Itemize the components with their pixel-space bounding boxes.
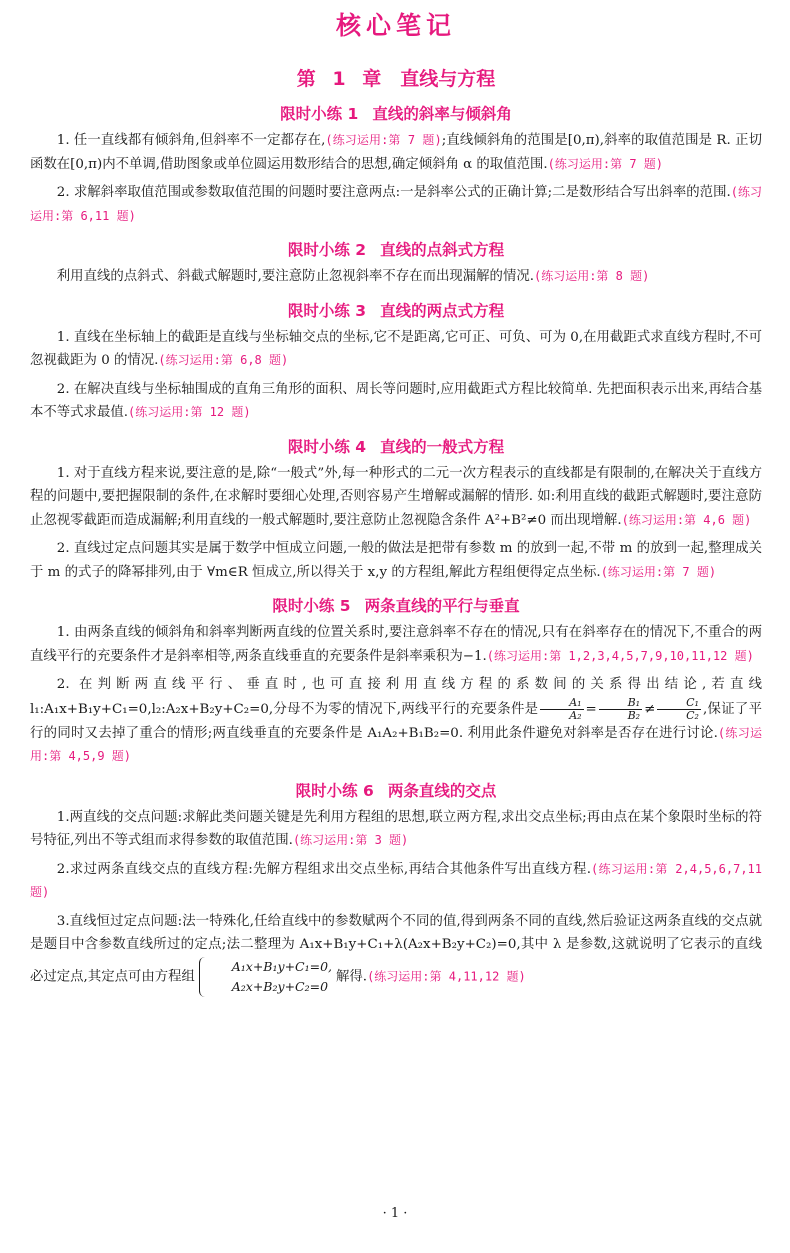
paragraph: 1. 由两条直线的倾斜角和斜率判断两直线的位置关系时,要注意斜率不存在的情况,只有在斜率存在的情况下,不重合的两直线平行的充要条件才是斜率相等,两条直线垂直的充要条件是斜率乘积为−1.(练习运用:第 1,2,3,4,5,7,9,10,11,12 题) xyxy=(30,625,762,664)
section-name: 两条直线的交点 xyxy=(387,781,497,800)
section-label: 限时小练 5 xyxy=(272,597,351,615)
fraction-b: $\frac{\text{B₁}}{\text{B₂}}$ xyxy=(599,697,642,722)
section-name: 直线的两点式方程 xyxy=(380,301,505,320)
section-name: 两条直线的平行与垂直 xyxy=(364,597,520,615)
section-label: 限时小练 2 xyxy=(287,241,367,259)
paragraph: 2. 求解斜率取值范围或参数取值范围的问题时要注意两点:一是斜率公式的正确计算;二是数形结合写出斜率的范围.(练习运用:第 6,11 题) xyxy=(30,185,762,223)
exercise-reference: (练习运用:第 1,2,3,4,5,7,9,10,11,12 题) xyxy=(486,648,754,663)
exercise-reference: (练习运用:第 12 题) xyxy=(128,405,251,419)
fraction-a: $\frac{\text{A₁}}{\text{A₂}}$ xyxy=(540,697,583,722)
fraction-c: $\frac{\text{C₁}}{\text{C₂}}$ xyxy=(657,697,701,722)
exercise-reference: (练习运用:第 7 题) xyxy=(325,133,442,147)
exercise-reference: (练习运用:第 6,11 题) xyxy=(30,185,762,223)
section-title-1 xyxy=(30,103,762,125)
section-name: 直线的点斜式方程 xyxy=(380,241,505,259)
equals-sign: = xyxy=(585,701,597,717)
exercise-reference: (练习运用:第 4,11,12 题) xyxy=(367,969,526,983)
exercise-reference: (练习运用:第 6,8 题) xyxy=(158,353,289,367)
paragraph: 1. 直线在坐标轴上的截距是直线与坐标轴交点的坐标,它不是距离,它可正、可负、可为 0,在用截距式求直线方程时,不可忽视截距为 0 的情况.(练习运用:第 6,8 题) xyxy=(30,329,762,368)
section-label: 限时小练 3 xyxy=(287,301,367,320)
exercise-reference: (练习运用:第 7 题) xyxy=(600,564,717,579)
document-page xyxy=(0,10,790,1253)
equation-system: A₁x+B₁y+C₁=0, A₂x+B₂y+C₂=0 xyxy=(199,957,332,997)
exercise-reference: (练习运用:第 7 题) xyxy=(547,156,663,171)
exercise-reference: (练习运用:第 3 题) xyxy=(292,833,409,847)
page-main-title: 核心笔记 xyxy=(335,11,456,40)
section-title-4 xyxy=(30,436,762,458)
chapter-title: 第 1 章 直线与方程 xyxy=(296,68,496,90)
section-name: 直线的一般式方程 xyxy=(380,437,505,456)
section-title-6 xyxy=(30,780,762,802)
exercise-reference: (练习运用:第 4,6 题) xyxy=(621,512,752,527)
section-title-2 xyxy=(30,239,762,261)
exercise-reference: (练习运用:第 8 题) xyxy=(533,269,650,283)
exercise-reference: (练习运用:第 4,5,9 题) xyxy=(30,725,762,763)
paragraph: 2. 在判断两直线平行、垂直时,也可直接利用直线方程的系数间的关系得出结论,若直线 l₁:A₁x+B₁y+C₁=0,l₂:A₂x+B₂y+C₂=0,分母不为零的情况下,两线平行的充要条件是 $\frac{\text{A₁}}{\text{A₂}}$ = $\frac{\text{B₁}}{\text{B₂}}$ ≠ $\frac{\text{C₁}}{\text{C₂}}$ ,保证了平行的同时又去掉了重合的情形;两直线垂直的充要条件是 A₁A₂+B₁B₂=0. 利用此条件避免对斜率是否存在进行讨论.(练习运用:第 4,5,9 题) xyxy=(30,677,763,763)
paragraph: 2.求过两条直线交点的直线方程:先解方程组求出交点坐标,再结合其他条件写出直线方程.(练习运用:第 2,4,5,6,7,11 题) xyxy=(30,861,762,899)
paragraph: 2. 直线过定点问题其实是属于数学中恒成立问题,一般的做法是把带有参数 m 的放到一起,不带 m 的放到一起,整理成关于 m 的式子的降幂排列,由于 ∀m∈R 恒成立,所以得关于 x,y 的方程组,解此方程组便得定点坐标.(练习运用:第 7 题) xyxy=(30,541,762,580)
exercise-reference: (练习运用:第 2,4,5,6,7,11 题) xyxy=(30,861,762,899)
not-equal-sign: ≠ xyxy=(644,701,656,717)
section-title-3 xyxy=(30,300,762,322)
section-title-5 xyxy=(30,595,762,617)
section-label: 限时小练 1 xyxy=(280,105,359,123)
paragraph: 3.直线恒过定点问题:法一特殊化,任给直线中的参数赋两个不同的值,得到两条不同的直线,然后验证这两条直线的交点就是题目中含参数直线所过的定点;法二整理为 A₁x+B₁y+C₁+λ(A₂x+B₂y+C₂)=0,其中 λ 是参数,这就说明了它表示的直线必过定点,其定点可由方程组 A₁x+B₁y+C₁=0, A₂x+B₂y+C₂=0 解得.(练习运用:第 4,11,12 题) xyxy=(30,910,762,997)
paragraph: 1. 对于直线方程来说,要注意的是,除“一般式”外,每一种形式的二元一次方程表示的直线都是有限制的,在解决关于直线方程的问题中,要把握限制的条件,在求解时要细心处理,否则容易产生增解或漏解的情形. 如:利用直线的截距式解题时,要注意防止忽视零截距而造成漏解;利用直线的一般式解题时,要注意防止忽视隐含条件 A²+B²≠0 而出现增解.(练习运用:第 4,6 题) xyxy=(30,465,762,528)
paragraph: 利用直线的点斜式、斜截式解题时,要注意防止忽视斜率不存在而出现漏解的情况.(练习运用:第 8 题) xyxy=(56,269,650,284)
section-label: 限时小练 4 xyxy=(287,437,367,456)
paragraph: 1. 任一直线都有倾斜角,但斜率不一定都存在,(练习运用:第 7 题);直线倾斜角的范围是[0,π),斜率的取值范围是 R. 正切函数在[0,π)内不单调,借助图象或单位圆运用数形结合的思想,确定倾斜角 α 的取值范围.(练习运用:第 7 题) xyxy=(30,133,762,172)
paragraph: 2. 在解决直线与坐标轴围成的直角三角形的面积、周长等问题时,应用截距式方程比较简单. 先把面积表示出来,再结合基本不等式求最值.(练习运用:第 12 题) xyxy=(30,381,762,420)
section-name: 直线的斜率与倾斜角 xyxy=(372,105,512,123)
section-label: 限时小练 6 xyxy=(295,781,374,800)
page-number: · 1 · xyxy=(382,1206,408,1221)
paragraph: 1.两直线的交点问题:求解此类问题关键是先利用方程组的思想,联立两方程,求出交点坐标;再由点在某个象限时坐标的符号特征,列出不等式组而求得参数的取值范围.(练习运用:第 3 题) xyxy=(30,809,762,848)
